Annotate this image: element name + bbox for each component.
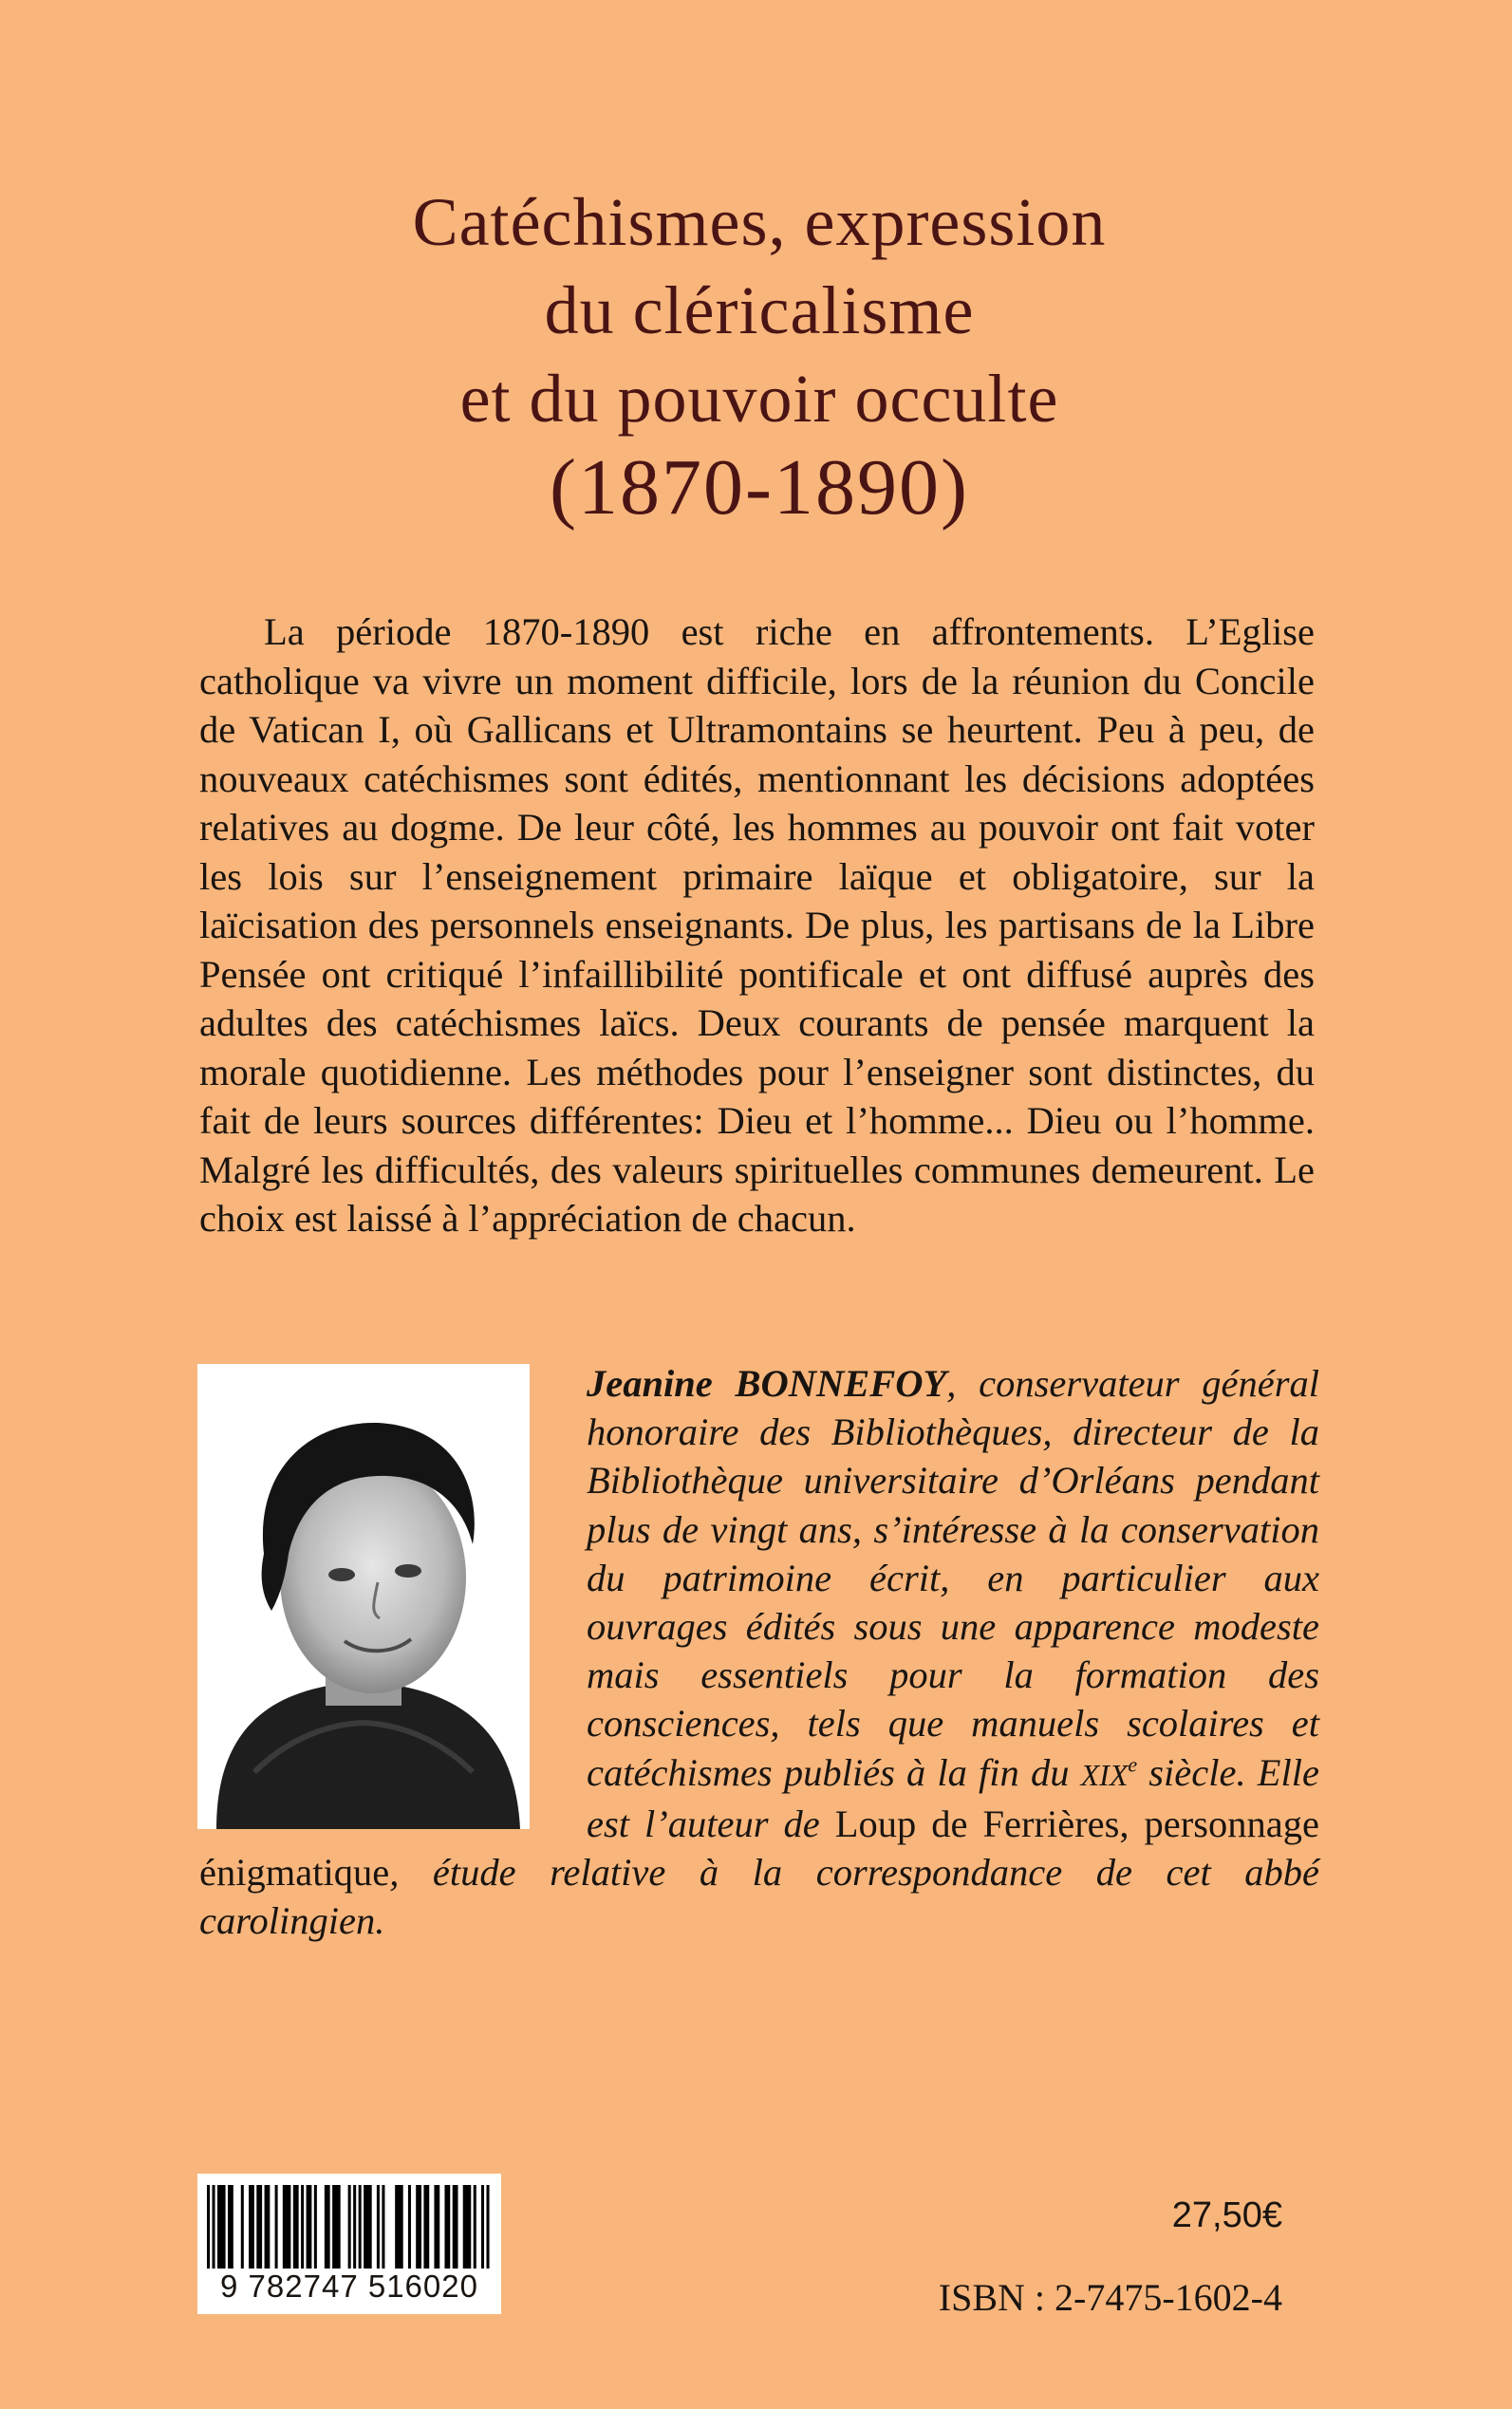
barcode-bar bbox=[249, 2185, 252, 2269]
barcode-bar bbox=[259, 2185, 262, 2269]
barcode-bar bbox=[265, 2185, 268, 2269]
barcode-bar bbox=[426, 2185, 429, 2269]
barcode-bar bbox=[223, 2185, 226, 2269]
barcode-bar bbox=[213, 2185, 215, 2269]
barcode-bar bbox=[468, 2185, 471, 2269]
barcode-bar bbox=[463, 2185, 466, 2269]
barcode-bar bbox=[267, 2185, 270, 2269]
barcode-bar bbox=[327, 2185, 330, 2269]
barcode-bar bbox=[474, 2185, 476, 2269]
barcode-bar bbox=[332, 2185, 335, 2269]
barcode-bar bbox=[335, 2185, 338, 2269]
barcode-bars bbox=[207, 2185, 492, 2269]
barcode-bar bbox=[395, 2185, 398, 2269]
barcode-bar bbox=[487, 2185, 490, 2269]
barcode-bar bbox=[377, 2185, 380, 2269]
barcode-bar bbox=[359, 2185, 362, 2269]
barcode-bar bbox=[288, 2185, 290, 2269]
barcode-bar bbox=[465, 2185, 468, 2269]
barcode-bar bbox=[308, 2185, 311, 2269]
barcode-bar bbox=[353, 2185, 356, 2269]
barcode-bar bbox=[241, 2185, 244, 2269]
barcode-bar bbox=[338, 2185, 341, 2269]
barcode-bar bbox=[416, 2185, 419, 2269]
barcode-bar bbox=[220, 2185, 223, 2269]
book-title bbox=[237, 178, 1281, 532]
barcode-bar bbox=[217, 2185, 220, 2269]
book-reference: Loup de Ferrières, personnage énigmatique bbox=[199, 1802, 1319, 1895]
barcode-bar bbox=[447, 2185, 450, 2269]
barcode-bar bbox=[481, 2185, 484, 2269]
title-line-1: Catéchismes, expression bbox=[412, 184, 1107, 260]
barcode-bar bbox=[275, 2185, 278, 2269]
barcode-bar bbox=[453, 2185, 456, 2269]
author-biography: Jeanine BONNEFOY, conservateur général honoraire des Bibliothèques, directeur de la Bibliothèque universitaire d’Orléans pendant plus de vingt ans, s’intéresse à la conservation du patrimoine écrit, en particulier aux ouvrages édités sous une apparence modeste mais essentiels pour la formation des consciences, tels que manuels scolaires et catéchismes publiés à la fin du XIXe siècle. Elle est l’auteur de Loup de Ferrières, personnage énigmatique, étude relative à la correspondance de cet abbé carolingien. bbox=[199, 1362, 1320, 1943]
barcode-bar bbox=[283, 2185, 286, 2269]
barcode-bar bbox=[348, 2185, 351, 2269]
barcode-bar bbox=[408, 2185, 411, 2269]
barcode-bar bbox=[307, 2185, 309, 2269]
barcode-bar bbox=[325, 2185, 327, 2269]
barcode-bar bbox=[296, 2185, 299, 2269]
summary-paragraph bbox=[199, 607, 1315, 1243]
barcode-bar bbox=[207, 2185, 210, 2269]
barcode-bar bbox=[419, 2185, 421, 2269]
barcode-bar bbox=[314, 2185, 317, 2269]
summary-text: La période 1870-1890 est riche en affrontements. L’Eglise catholique va vivre un moment difficile, lors de la réunion du Concile de Vatican I, où Gallicans et Ultramontains se heurtent. Peu à peu, de nouveaux catéchismes sont édités, mentionnant les décisions adoptées relatives au dogme. De leur côté, les hommes au pouvoir ont fait voter les lois sur l’enseignement primaire laïque et obligatoire, sur la laïcisation des personnels enseignants. De plus, les partisans de la Libre Pensée ont critiqué l’infaillibilité pontificale et ont diffusé auprès des adultes des catéchismes laïcs. Deux courants de pensée marquent la morale quotidienne. Les méthodes pour l’enseigner sont distinctes, du fait de leurs sources différentes: Dieu et l’homme... Dieu ou l’homme. Malgré les difficultés, des valeurs spirituelles communes demeurent. Le choix est laissé à l’appréciation de chacun. bbox=[199, 610, 1315, 1240]
barcode-bar bbox=[437, 2185, 439, 2269]
barcode-bar bbox=[293, 2185, 296, 2269]
barcode-bar bbox=[455, 2185, 457, 2269]
title-line-2: du cléricalisme bbox=[544, 272, 975, 348]
barcode-bar bbox=[401, 2185, 403, 2269]
barcode-bar bbox=[231, 2185, 233, 2269]
isbn: ISBN : 2-7475-1602-4 bbox=[938, 2276, 1282, 2319]
barcode-bar bbox=[301, 2185, 304, 2269]
barcode-bar bbox=[369, 2185, 372, 2269]
barcode-bar bbox=[286, 2185, 289, 2269]
barcode-bar bbox=[228, 2185, 231, 2269]
barcode-bar bbox=[366, 2185, 369, 2269]
barcode-bar bbox=[364, 2185, 366, 2269]
price: 27,50€ bbox=[1171, 2195, 1282, 2235]
barcode-bar bbox=[434, 2185, 437, 2269]
barcode-bar bbox=[423, 2185, 426, 2269]
barcode-bar bbox=[444, 2185, 447, 2269]
barcode bbox=[197, 2174, 501, 2314]
barcode-bar bbox=[382, 2185, 384, 2269]
title-line-3: et du pouvoir occulte bbox=[459, 361, 1059, 437]
barcode-bar bbox=[252, 2185, 254, 2269]
author-name: Jeanine BONNEFOY bbox=[587, 1362, 947, 1405]
barcode-digits: 9 782747 516020 bbox=[220, 2269, 478, 2304]
barcode-bar bbox=[398, 2185, 401, 2269]
barcode-bar bbox=[256, 2185, 259, 2269]
title-years: (1870-1890) bbox=[550, 443, 969, 532]
